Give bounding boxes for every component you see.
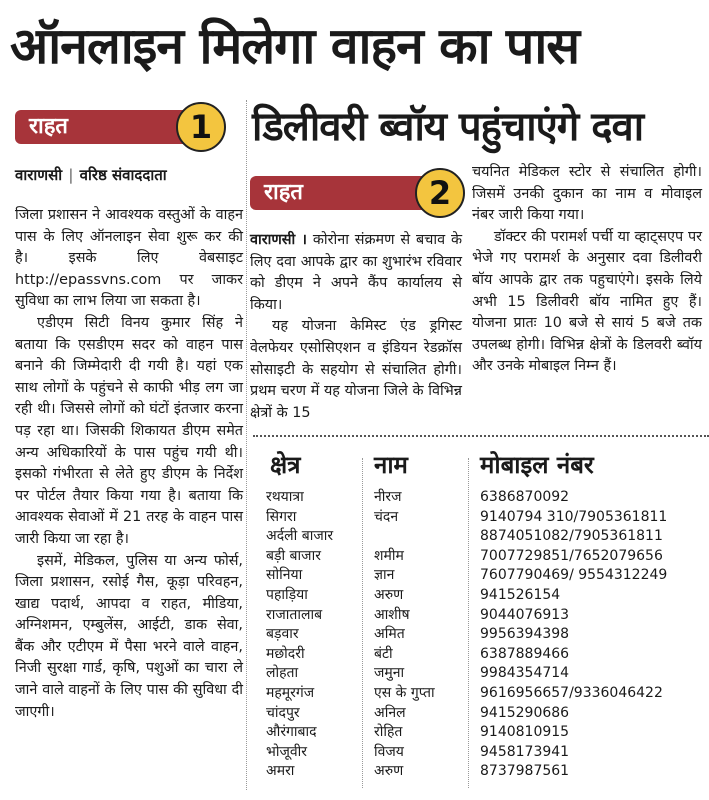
cell-mobile: 9415290686	[480, 704, 570, 721]
cell-area: पहाड़िया	[266, 587, 308, 603]
table-row	[262, 743, 702, 763]
header-name: नाम	[374, 451, 408, 479]
table-row	[262, 723, 702, 743]
table-row	[262, 762, 702, 782]
cell-area: सिगरा	[266, 508, 297, 525]
paragraph	[250, 230, 462, 316]
cell-mobile: 9458173941	[480, 743, 570, 760]
cell-mobile: 7007729851/7652079656	[480, 547, 663, 564]
story1-body	[15, 205, 243, 723]
headline: ऑनलाइन मिलेगा वाहन का पास	[10, 17, 580, 75]
cell-area: औरंगाबाद	[266, 724, 317, 741]
cell-name: रोहित	[374, 724, 403, 741]
cell-mobile: 7607790469/ 9554312249	[480, 567, 668, 584]
story1-number-badge: 1	[176, 102, 226, 152]
story1-tag: राहत	[15, 110, 205, 144]
cell-mobile: 6386870092	[480, 489, 570, 505]
header-mobile: मोबाइल नंबर	[480, 451, 594, 479]
subheadline: डिलीवरी ब्वॉय पहुंचाएंगे दवा	[252, 104, 644, 150]
cell-mobile: 9140794 310/7905361811	[480, 508, 668, 525]
table-row	[262, 508, 702, 528]
cell-mobile: 941526154	[480, 587, 561, 603]
cell-area: भोजूवीर	[266, 743, 307, 760]
cell-name: जमुना	[374, 665, 405, 682]
cell-area: महमूरगंज	[266, 685, 315, 701]
story2-body-right	[472, 162, 702, 378]
cell-mobile: 9984354714	[480, 665, 570, 682]
table-row	[262, 606, 702, 626]
cell-mobile: 9956394398	[480, 626, 570, 643]
cell-name: चंदन	[374, 508, 399, 525]
story2-number-badge: 2	[415, 168, 465, 218]
cell-area: अर्दली बाजार	[266, 528, 334, 545]
dateline: वाराणसी ।	[250, 232, 307, 248]
table-row	[262, 664, 702, 684]
paragraph: चयनित मेडिकल स्टोर से संचालित होगी। जिसमें उनकी दुकान का नाम व मोवाइल नंबर जारी किया गया।	[472, 164, 702, 224]
table-row	[262, 488, 702, 508]
column-divider	[246, 100, 247, 790]
table-row	[262, 547, 702, 567]
cell-name: शमीम	[374, 547, 404, 564]
cell-mobile: 8874051082/7905361811	[480, 528, 663, 545]
cell-mobile: 9140810915	[480, 724, 570, 741]
cell-name: नीरज	[374, 489, 402, 505]
table-row	[262, 625, 702, 645]
cell-name: अमित	[374, 626, 405, 643]
table-row	[262, 684, 702, 704]
cell-mobile: 9044076913	[480, 606, 570, 623]
paragraph: एडीएम सिटी विनय कुमार सिंह ने बताया कि एसडीएम सदर को वाहन पास बनाने की जिम्मेदारी दी गयी है। यहां एक साथ लोगों के पहुंचने से काफी भीड़ लग जा रही थी। जिससे लोगों को घंटों इंतजार करना पड़ रहा था। जिसकी शिकायत डीएम समेत अन्य अधिकारियों के पास पहुंच गयी थी। इसको गंभीरता से लेते हुए डीएम के निर्देश पर पोर्टल तैयार किया गया है। बताया कि आवश्यक सेवाओं में 21 तरह के वाहन पास जारी किया जा रहा है।	[15, 314, 243, 547]
story2-tag: राहत	[250, 176, 430, 210]
table-row	[262, 645, 702, 665]
byline-reporter: वरिष्ठ संवाददाता	[79, 166, 167, 184]
cell-area: अमरा	[266, 763, 295, 780]
cell-area: रथयात्रा	[266, 489, 304, 505]
cell-name: आशीष	[374, 606, 410, 623]
cell-area: बड़वार	[266, 626, 299, 643]
table-row	[262, 586, 702, 606]
cell-area: मछोदरी	[266, 645, 305, 662]
table-row	[262, 704, 702, 724]
table-row	[262, 527, 702, 547]
byline: वाराणसी | वरिष्ठ संवाददाता	[15, 166, 167, 184]
table-divider	[253, 435, 709, 437]
table-row	[262, 566, 702, 586]
paragraph: इसमें, मेडिकल, पुलिस या अन्य फोर्स, जिला प्रशासन, रसोई गैस, कूड़ा परिवहन, खाद्य पदार्थ, आपदा व राहत, मीडिया, अग्निशमन, एम्बुलेंस, आईटी, डाक सेवा, बैंक और एटीएम में पैसा भरने वाले वाहन, निजी सुरक्षा गार्ड, कृषि, पशुओं का चारा ले जाने वाले वाहनों के लिए पास की सुविधा दी जाएगी।	[15, 552, 243, 720]
cell-name: अनिल	[374, 704, 406, 721]
cell-area: सोनिया	[266, 567, 303, 584]
cell-mobile: 8737987561	[480, 763, 570, 780]
cell-name: विजय	[374, 743, 404, 760]
cell-area: चांदपुर	[266, 704, 300, 721]
cell-mobile: 6387889466	[480, 645, 570, 662]
cell-name: अरुण	[374, 763, 404, 780]
cell-area: राजातालाब	[266, 606, 323, 623]
cell-name: एस के गुप्ता	[374, 685, 435, 701]
paragraph: यह योजना केमिस्ट एंड ड्रगिस्ट वेलफेयर एसोसिएशन व इंडियन रेडक्रॉस सोसाइटी के सहयोग से संचालित होगी। प्रथम चरण में यह योजना जिले के विभिन्न क्षेत्रों के 15	[250, 318, 462, 421]
cell-area: बड़ी बाजार	[266, 547, 321, 564]
story2-body-left	[250, 230, 462, 424]
paragraph: जिला प्रशासन ने आवश्यक वस्तुओं के वाहन पास के लिए ऑनलाइन सेवा शुरू कर की है। इसके लिए वेबसाइट http://epassvns.com पर जाकर सुविधा का लाभ लिया जा सकता है।	[15, 207, 243, 310]
cell-name: अरुण	[374, 587, 404, 603]
cell-area: लोहता	[266, 665, 299, 682]
paragraph: डॉक्टर की परामर्श पर्ची या व्हाट्सएप पर भेजे गए परामर्श के अनुसार दवा डिलीवरी बॉय आपके द्वार तक पहुचाएंगे। इसके लिये अभी 15 डिलीवरी बॉय नामित हुए हैं। योजना प्रातः 10 बजे से सायं 5 बजे तक उपलब्ध होगी। विभिन्न क्षेत्रों के डिलवरी ब्वॉय और उनके मोबाइल निम्न हैं।	[472, 228, 702, 375]
paragraph-text: कोरोना संक्रमण से बचाव के लिए दवा आपके द्वार का शुभारंभ रविवार को डीएम ने अपने कैंप कार्यालय से किया।	[250, 232, 462, 313]
cell-name: ज्ञान	[374, 567, 395, 584]
byline-city: वाराणसी	[15, 166, 63, 184]
header-area: क्षेत्र	[270, 451, 301, 479]
cell-mobile: 9616956657/9336046422	[480, 685, 663, 701]
cell-name: बंटी	[374, 645, 393, 662]
